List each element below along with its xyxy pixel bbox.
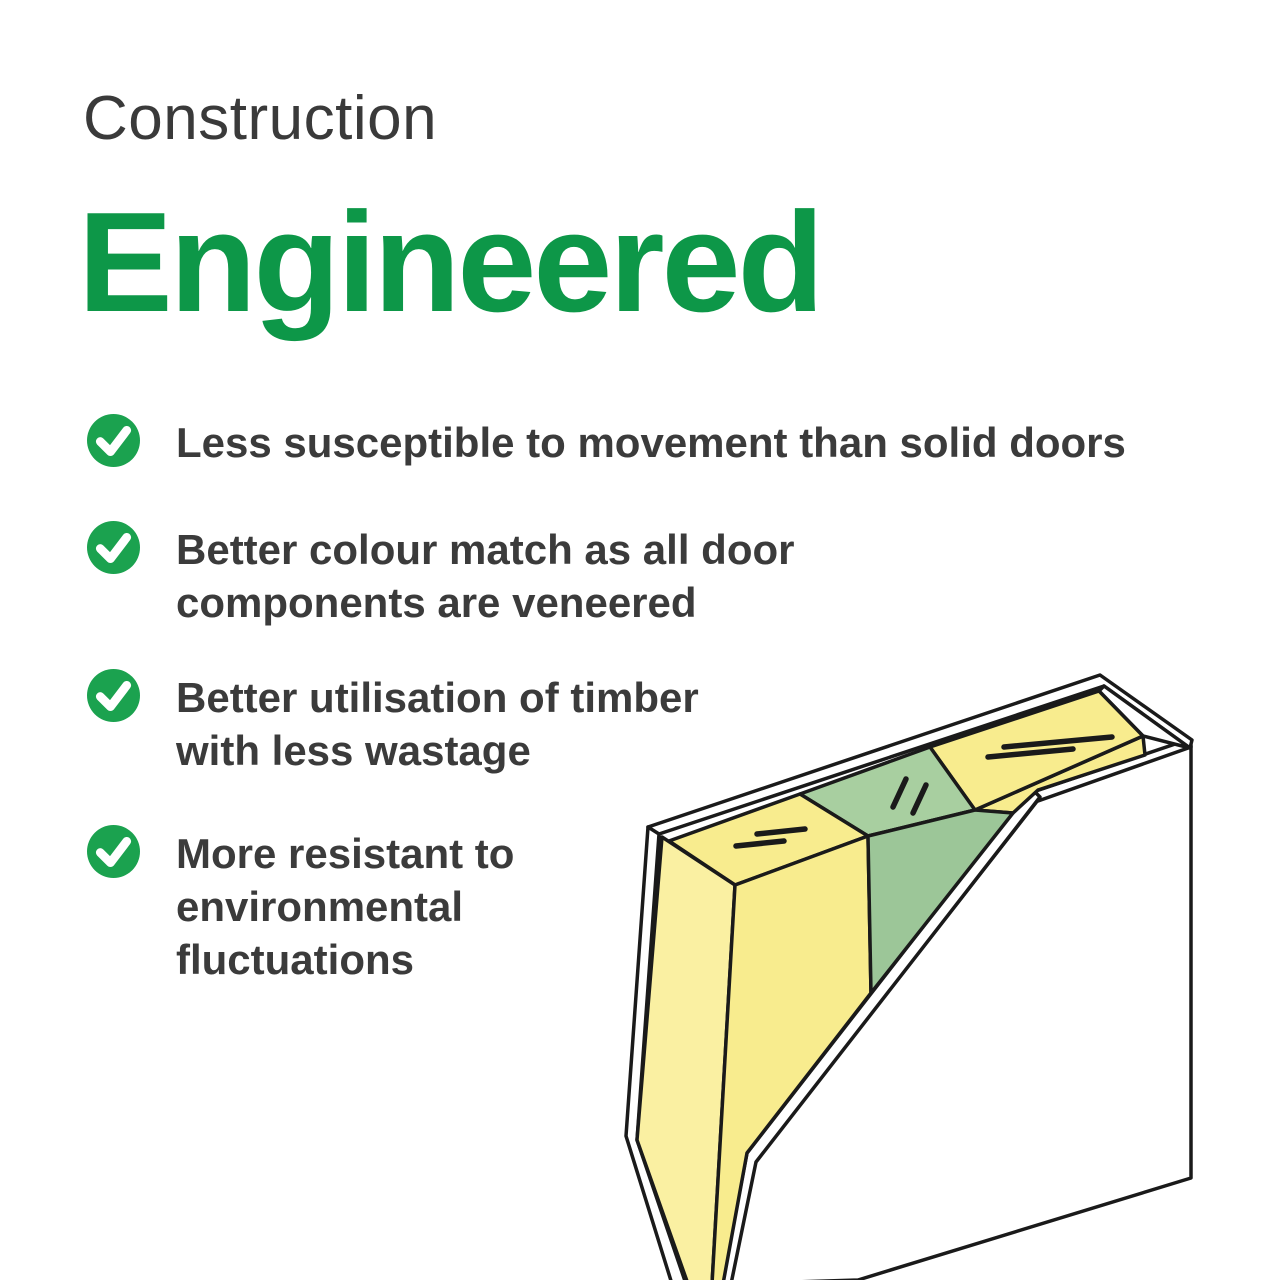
benefit-line: fluctuations — [176, 936, 414, 983]
page-title: Engineered — [78, 183, 822, 342]
benefit-item — [87, 416, 1126, 469]
benefit-line: Less susceptible to movement than solid doors — [176, 419, 1126, 466]
benefit-text — [176, 416, 1126, 469]
check-icon — [87, 521, 140, 574]
benefit-text — [176, 827, 514, 986]
section-label: Construction — [83, 84, 438, 153]
benefit-line: More resistant to — [176, 830, 515, 877]
benefit-item — [87, 827, 514, 986]
door-construction-diagram — [600, 640, 1280, 1280]
benefit-line: with less wastage — [176, 727, 531, 774]
check-icon — [87, 414, 140, 467]
benefit-line: Better utilisation of timber — [176, 674, 699, 721]
benefit-item — [87, 523, 794, 629]
check-icon — [87, 825, 140, 878]
check-icon — [87, 669, 140, 722]
benefit-text — [176, 523, 794, 629]
benefit-line: components are veneered — [176, 579, 697, 626]
benefit-line: Better colour match as all door — [176, 526, 795, 573]
benefit-line: environmental — [176, 883, 464, 930]
